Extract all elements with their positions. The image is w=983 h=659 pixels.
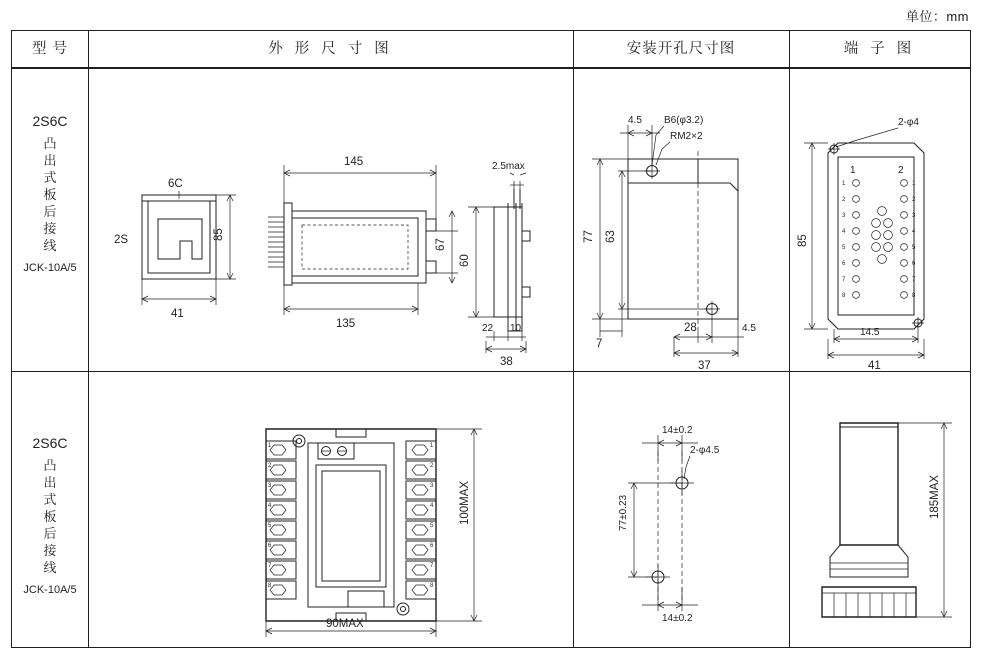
dim-14-bottom: 14±0.2 — [662, 613, 693, 624]
dim-135: 135 — [336, 318, 356, 330]
svg-text:6: 6 — [912, 261, 916, 267]
header-outline: 外 形 尺 寸 图 — [268, 41, 393, 57]
dim-14p5: 14.5 — [860, 327, 880, 338]
svg-text:6: 6 — [842, 261, 846, 267]
svg-text:2: 2 — [430, 463, 434, 469]
svg-text:1: 1 — [268, 443, 272, 449]
dim-100max: 100MAX — [459, 480, 471, 525]
dim-185max: 185MAX — [929, 474, 941, 519]
dim-6c: 6C — [168, 178, 183, 190]
svg-text:7: 7 — [268, 563, 272, 569]
svg-text:5: 5 — [268, 523, 272, 529]
row-desc-char: 式 — [43, 170, 57, 185]
row-desc-char: 接 — [43, 543, 57, 558]
svg-text:5: 5 — [842, 245, 846, 251]
dim-77: 77 — [583, 230, 595, 243]
dim-2s: 2S — [114, 234, 129, 246]
terminal-col-1: 1 — [850, 165, 856, 176]
header-model: 型 号 — [31, 41, 69, 57]
header-terminal: 端 子 图 — [843, 41, 916, 57]
row-desc-char: 线 — [43, 238, 57, 253]
svg-text:4: 4 — [842, 229, 846, 235]
svg-text:8: 8 — [842, 293, 846, 299]
dim-b6: B6(φ3.2) — [664, 115, 704, 126]
column-divider-2 — [573, 31, 574, 647]
svg-text:3: 3 — [842, 213, 846, 219]
svg-text:3: 3 — [268, 483, 272, 489]
column-divider-1 — [88, 31, 89, 647]
dim-2p5max: 2.5max — [492, 161, 525, 172]
svg-text:7: 7 — [842, 277, 846, 283]
row-desc-char: 出 — [43, 475, 57, 490]
row-desc-char: 板 — [43, 509, 57, 524]
dim-145: 145 — [344, 156, 364, 168]
row-desc-char: 凸 — [43, 136, 57, 151]
svg-text:2: 2 — [912, 197, 916, 203]
svg-text:1: 1 — [842, 181, 846, 187]
dim-4p5-right: 4.5 — [742, 323, 756, 334]
svg-text:4: 4 — [268, 503, 272, 509]
row-divider-1 — [12, 371, 970, 372]
dim-28: 28 — [684, 322, 697, 334]
terminal-drawing-row2 — [794, 391, 970, 643]
dim-41-terminal: 41 — [868, 360, 881, 372]
svg-text:8: 8 — [430, 583, 434, 589]
row-desc-char: 接 — [43, 221, 57, 236]
header-divider — [12, 67, 970, 69]
row-code-2: JCK-10A/5 — [23, 584, 77, 596]
dim-67: 67 — [435, 238, 447, 251]
dim-85-terminal: 85 — [797, 234, 809, 247]
dim-37: 37 — [698, 360, 711, 372]
svg-text:4: 4 — [430, 503, 434, 509]
dim-22: 22 — [482, 323, 494, 334]
unit-note: 单位：mm — [905, 9, 969, 24]
row-label-2 — [12, 435, 88, 596]
row-desc-char: 后 — [43, 526, 57, 541]
column-divider-3 — [789, 31, 790, 647]
dim-38: 38 — [500, 356, 513, 368]
row-model-2: 2S6C — [32, 435, 68, 451]
svg-text:6: 6 — [430, 543, 434, 549]
dim-2phi4: 2-φ4 — [898, 117, 919, 128]
svg-text:8: 8 — [912, 293, 916, 299]
dim-77: 77±0.23 — [618, 494, 629, 531]
svg-text:7: 7 — [912, 277, 916, 283]
outline-drawing-row1 — [96, 91, 572, 371]
svg-text:7: 7 — [430, 563, 434, 569]
row-desc-char: 凸 — [43, 458, 57, 473]
mounting-drawing-row2 — [578, 391, 786, 643]
dim-10: 10 — [510, 323, 522, 334]
dim-90max: 90MAX — [326, 618, 364, 630]
svg-text:2: 2 — [268, 463, 272, 469]
outline-drawing-row2 — [96, 391, 572, 643]
svg-text:1: 1 — [430, 443, 434, 449]
terminal-col-2: 2 — [898, 165, 904, 176]
row-model-1: 2S6C — [32, 113, 68, 129]
svg-text:6: 6 — [268, 543, 272, 549]
dim-14-top: 14±0.2 — [662, 425, 693, 436]
svg-text:1: 1 — [912, 181, 916, 187]
svg-text:2: 2 — [842, 197, 846, 203]
dim-63: 63 — [605, 230, 617, 243]
svg-text:8: 8 — [268, 583, 272, 589]
svg-text:5: 5 — [912, 245, 916, 251]
row-desc-char: 板 — [43, 187, 57, 202]
row-desc-char: 线 — [43, 560, 57, 575]
dim-60: 60 — [459, 254, 471, 267]
row-desc-char: 出 — [43, 153, 57, 168]
mounting-drawing-row1 — [578, 91, 786, 371]
dim-7: 7 — [596, 338, 603, 350]
dim-rm2x2: RM2×2 — [670, 131, 703, 142]
spec-table — [11, 30, 971, 648]
row-label-1 — [12, 113, 88, 274]
row-code-1: JCK-10A/5 — [23, 262, 77, 274]
svg-text:4: 4 — [912, 229, 916, 235]
terminal-drawing-row1 — [794, 91, 970, 371]
dim-2phi4p5: 2-φ4.5 — [690, 445, 720, 456]
dim-41: 41 — [171, 308, 184, 320]
svg-text:3: 3 — [912, 213, 916, 219]
header-mounting: 安装开孔尺寸图 — [626, 41, 736, 57]
row-desc-char: 式 — [43, 492, 57, 507]
row-desc-char: 后 — [43, 204, 57, 219]
svg-text:3: 3 — [430, 483, 434, 489]
dim-85: 85 — [213, 228, 225, 241]
svg-text:5: 5 — [430, 523, 434, 529]
dim-4p5-top: 4.5 — [628, 115, 642, 126]
